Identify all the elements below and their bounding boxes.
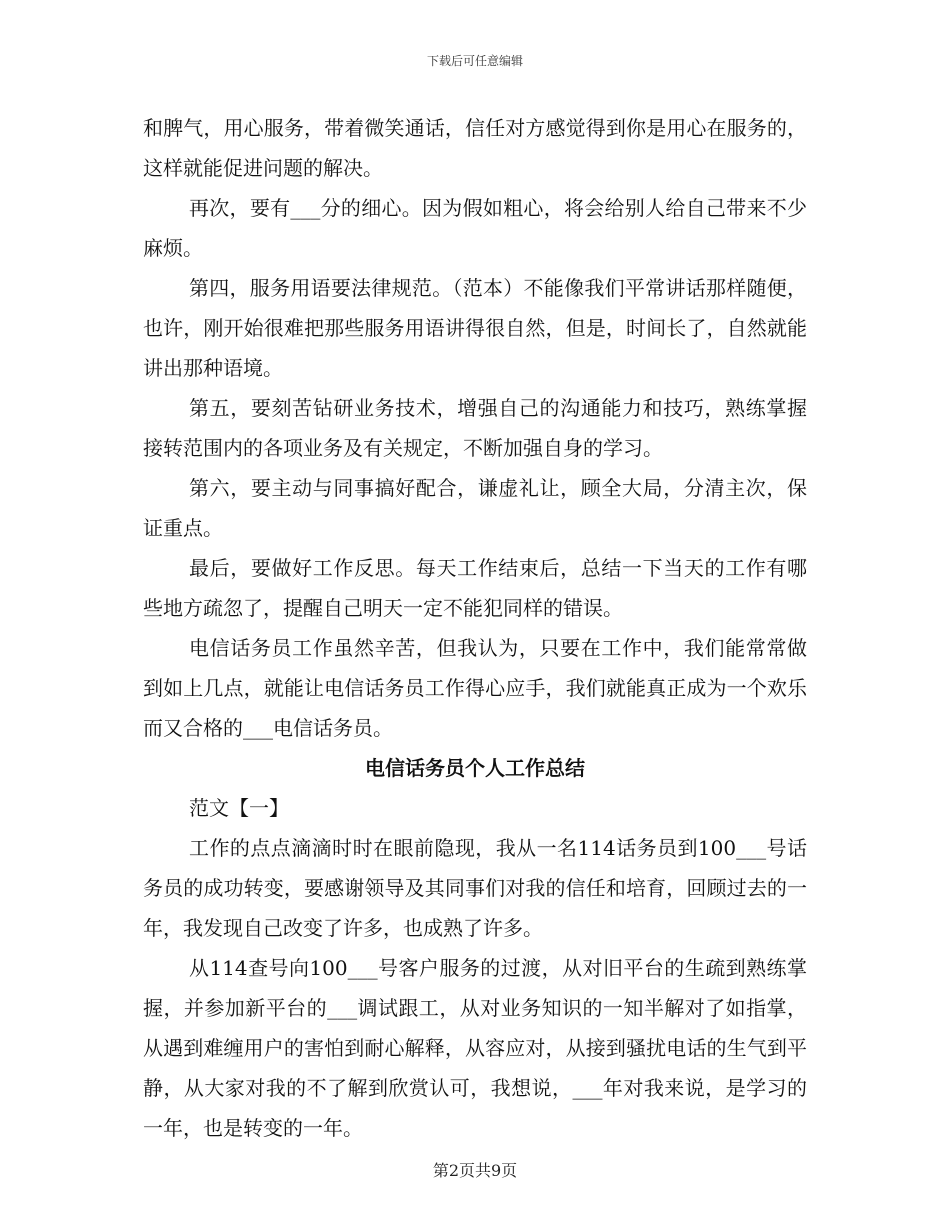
paragraph: 和脾气，用心服务，带着微笑通话，信任对方感觉得到你是用心在服务的，这样就能促进问题的解决。 [143, 116, 807, 180]
paragraph: 再次，要有___分的细心。因为假如粗心，将会给别人给自己带来不少麻烦。 [143, 196, 807, 260]
paragraph: 第五，要刻苦钻研业务技术，增强自己的沟通能力和技巧，熟练掌握接转范围内的各项业务及有关规定，不断加强自身的学习。 [143, 396, 807, 460]
paragraph: 第六，要主动与同事搞好配合，谦虚礼让，顾全大局，分清主次，保证重点。 [143, 476, 807, 540]
paragraph: 第四，服务用语要法律规范。（范本）不能像我们平常讲话那样随便，也许，刚开始很难把那些服务用语讲得很自然，但是，时间长了，自然就能讲出那种语境。 [143, 276, 807, 380]
section-subtitle: 范文【一】 [189, 796, 289, 820]
paragraph: 最后，要做好工作反思。每天工作结束后，总结一下当天的工作有哪些地方疏忽了，提醒自己明天一定不能犯同样的错误。 [143, 556, 807, 620]
section-title: 电信话务员个人工作总结 [365, 756, 585, 780]
paragraph: 工作的点点滴滴时时在眼前隐现，我从一名114话务员到100___号话务员的成功转变，要感谢领导及其同事们对我的信任和培育，回顾过去的一年，我发现自己改变了许多，也成熟了许多。 [143, 836, 807, 940]
page-header: 下载后可任意编辑 [426, 54, 523, 68]
paragraph: 电信话务员工作虽然辛苦，但我认为，只要在工作中，我们能常常做到如上几点，就能让电信话务员工作得心应手，我们就能真正成为一个欢乐而又合格的___电信话务员。 [143, 636, 807, 740]
page-footer: 第2页共9页 [432, 1161, 518, 1180]
paragraph: 从114查号向100___号客户服务的过渡，从对旧平台的生疏到熟练掌握，并参加新平台的___调试跟工，从对业务知识的一知半解对了如指掌，从遇到难缠用户的害怕到耐心解释，从容应对，从接到骚扰电话的生气到平静，从大家对我的不了解到欣赏认可，我想说，___年对我来说，是学习的一年，也是转变的一年。 [143, 956, 807, 1140]
document-body [143, 108, 807, 1148]
